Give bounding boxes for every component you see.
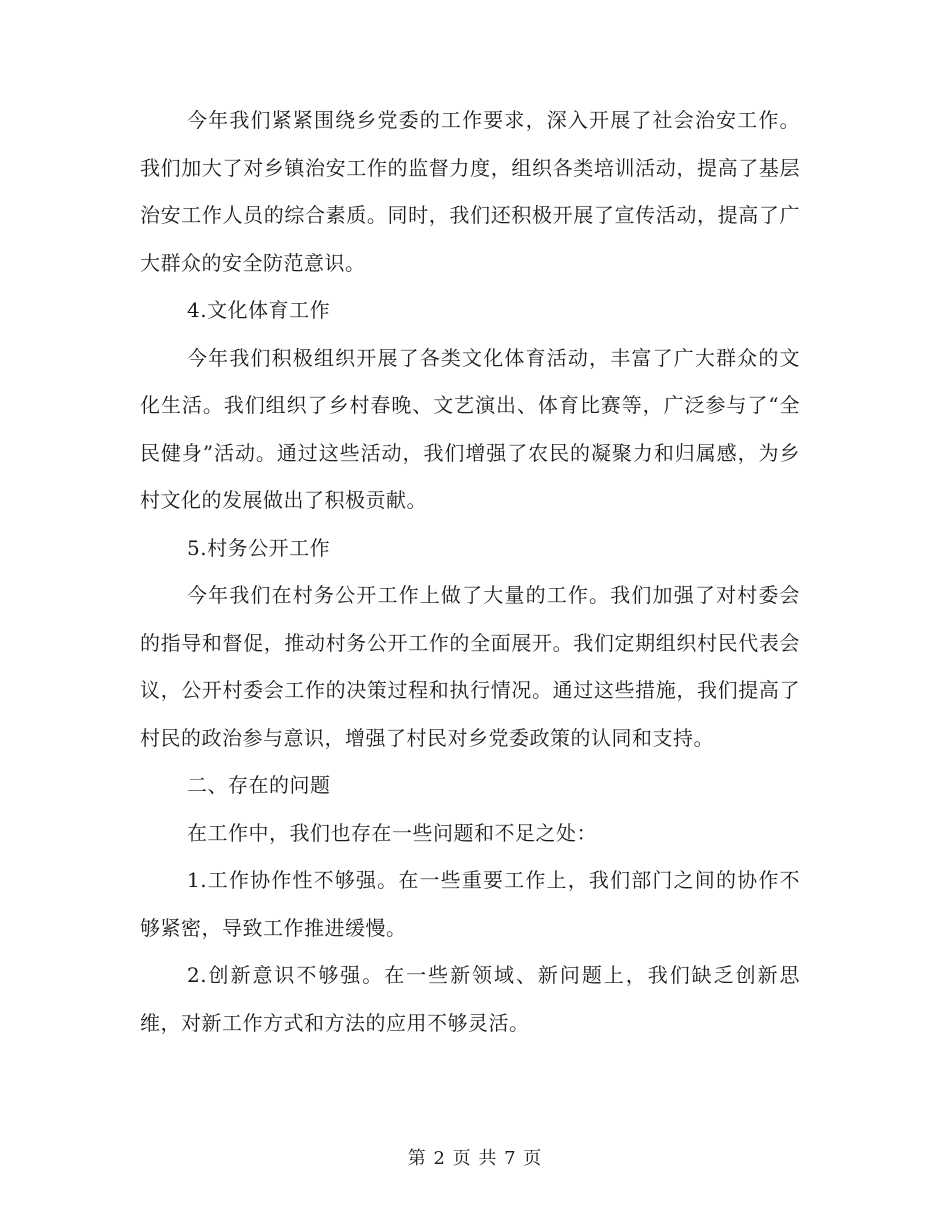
section-heading-culture-sports: 4.文化体育工作 [187,298,331,322]
page-number-footer: 第 2 页 共 7 页 [407,1148,543,1169]
section-heading-village-affairs: 5.村务公开工作 [187,535,331,560]
document-body [140,97,800,1047]
paragraph-problems-intro: 在工作中，我们也存在一些问题和不足之处： [187,820,597,845]
paragraph-village-affairs: 今年我们在村务公开工作上做了大量的工作。我们加强了对村委会的指导和督促，推动村务公开工作的全面展开。我们定期组织村民代表会议，公开村委会工作的决策过程和执行情况。通过这些措施，我们提高了村民的政治参与意识，增强了村民对乡党委政策的认同和支持。 [140,583,800,750]
paragraph-public-security: 今年我们紧紧围绕乡党委的工作要求，深入开展了社会治安工作。我们加大了对乡镇治安工作的监督力度，组织各类培训活动，提高了基层治安工作人员的综合素质。同时，我们还积极开展了宣传活动，提高了广大群众的安全防范意识。 [140,108,800,275]
paragraph-culture-sports: 今年我们积极组织开展了各类文化体育活动，丰富了广大群众的文化生活。我们组织了乡村春晚、文艺演出、体育比赛等，广泛参与了“全民健身”活动。通过这些活动，我们增强了农民的凝聚力和归属感，为乡村文化的发展做出了积极贡献。 [140,345,800,512]
paragraph-problem-2: 2.创新意识不够强。在一些新领域、新问题上，我们缺乏创新思维，对新工作方式和方法的应用不够灵活。 [140,963,800,1035]
section-heading-problems: 二、存在的问题 [187,773,331,797]
paragraph-problem-1: 1.工作协作性不够强。在一些重要工作上，我们部门之间的协作不够紧密，导致工作推进缓慢。 [140,868,800,940]
